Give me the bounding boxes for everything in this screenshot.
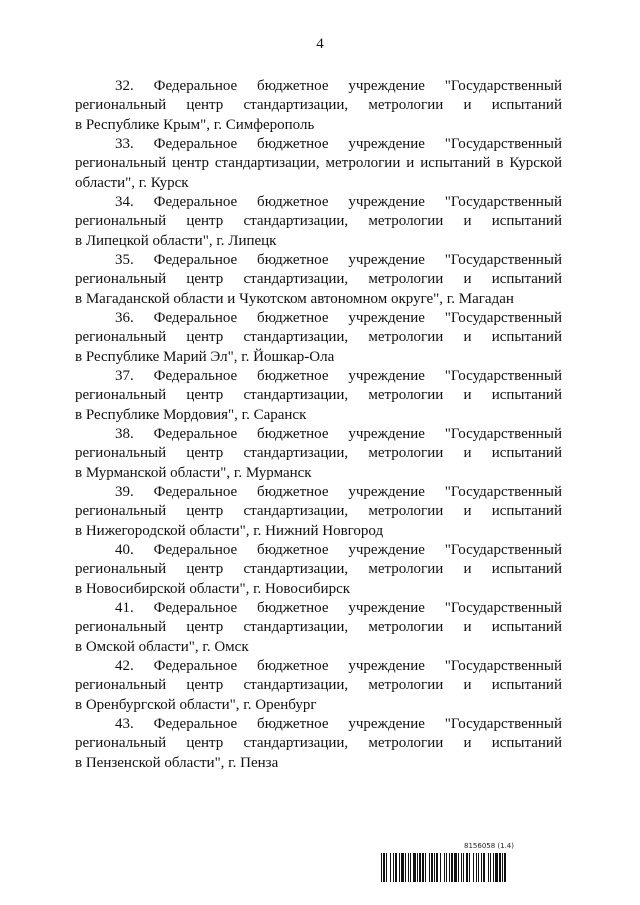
barcode-bar [490,853,491,882]
item-line: в Республике Крым", г. Симферополь [75,116,315,133]
item-line: 37. Федеральное бюджетное учреждение "Государственный [115,368,562,384]
list-item [75,193,562,251]
item-line: в Оренбургской области", г. Оренбург [75,696,317,713]
item-line: 40. Федеральное бюджетное учреждение "Государственный [115,542,562,558]
list-item [75,367,562,425]
list-item [75,251,562,309]
barcode-bar [446,853,447,882]
barcode-bar [504,853,506,882]
barcode-bar [383,853,385,882]
item-line: региональный центр стандартизации, метрологии и испытаний [75,213,562,230]
barcode-bar [444,853,445,882]
barcode-bar [417,853,418,882]
barcode-bar [454,853,457,882]
item-line: региональный центр стандартизации, метрологии и испытаний [75,329,562,346]
item-line: в Новосибирской области", г. Новосибирск [75,580,351,597]
barcode-bar [410,853,411,882]
barcode-bar [469,853,470,882]
barcode-bar [413,853,416,882]
item-line: региональный центр стандартизации, метрологии и испытаний [75,503,562,520]
institution-list [75,77,562,773]
barcode-bar [473,853,474,882]
item-line: в Республике Марий Эл", г. Йошкар-Ола [75,348,335,365]
barcode-bar [502,853,503,882]
item-line: 32. Федеральное бюджетное учреждение "Государственный [115,78,562,94]
barcode-bar [440,853,441,882]
list-item [75,309,562,367]
item-line: 41. Федеральное бюджетное учреждение "Государственный [115,600,562,616]
barcode-bar [405,853,406,882]
barcode-bar [422,853,424,882]
barcode-caption: 8156058 (1.4) [464,842,514,850]
list-item [75,483,562,541]
barcode-bar [449,853,450,882]
item-line: в Магаданской области и Чукотском автономном округе", г. Магадан [75,290,514,307]
item-line: в Омской области", г. Омск [75,638,249,655]
barcode-bar [495,853,498,882]
item-line: 38. Федеральное бюджетное учреждение "Государственный [115,426,562,442]
barcode-bar [478,853,479,882]
list-item [75,657,562,715]
list-item [75,715,562,773]
item-line: в Нижегородской области", г. Нижний Новгород [75,522,384,539]
list-item [75,77,562,135]
barcode-bar [483,853,485,882]
barcode-bar [466,853,468,882]
barcode-bar [381,853,382,882]
item-line: региональный центр стандартизации, метрологии и испытаний [75,619,562,636]
item-line: 33. Федеральное бюджетное учреждение "Государственный [115,136,562,152]
item-line: 42. Федеральное бюджетное учреждение "Государственный [115,658,562,674]
barcode-bar [488,853,489,882]
page-number: 4 [316,36,324,52]
list-item [75,135,562,193]
barcode-bar [461,853,462,882]
item-line: в Липецкой области", г. Липецк [75,232,277,249]
item-line: в Мурманской области", г. Мурманск [75,464,312,481]
item-line: региональный центр стандартизации, метрологии и испытаний [75,271,562,288]
barcode-bar [401,853,404,882]
barcode-bar [499,853,501,882]
barcode-bar [493,853,494,882]
barcode-bar [431,853,433,882]
item-line: области", г. Курск [75,174,189,191]
barcode-icon [381,853,565,882]
barcode-bar [408,853,409,882]
list-item [75,425,562,483]
barcode-bar [434,853,435,882]
item-line: в Пензенской области", г. Пенза [75,754,279,771]
barcode-bar [419,853,421,882]
item-line: 39. Федеральное бюджетное учреждение "Государственный [115,484,562,500]
barcode-bar [399,853,400,882]
item-line: в Республике Мордовия", г. Саранск [75,406,307,423]
list-item [75,541,562,599]
barcode-bar [458,853,459,882]
item-line: региональный центр стандартизации, метрологии и испытаний в Курской [75,155,562,172]
item-line: 43. Федеральное бюджетное учреждение "Государственный [115,716,562,732]
barcode-bar [463,853,464,882]
barcode-bar [429,853,430,882]
item-line: региональный центр стандартизации, метрологии и испытаний [75,445,562,462]
barcode-bar [393,853,394,882]
item-line: региональный центр стандартизации, метрологии и испытаний [75,677,562,694]
barcode-bar [386,853,387,882]
item-line: региональный центр стандартизации, метрологии и испытаний [75,735,562,752]
barcode-bar [476,853,477,882]
list-item [75,599,562,657]
item-line: 34. Федеральное бюджетное учреждение "Государственный [115,194,562,210]
barcode-bar [425,853,426,882]
document-barcode [381,842,565,884]
barcode-bar [390,853,391,882]
item-line: региональный центр стандартизации, метрологии и испытаний [75,97,562,114]
item-line: 35. Федеральное бюджетное учреждение "Государственный [115,252,562,268]
barcode-bar [395,853,397,882]
barcode-bar [481,853,482,882]
item-line: 36. Федеральное бюджетное учреждение "Государственный [115,310,562,326]
barcode-bar [451,853,453,882]
barcode-bar [436,853,438,882]
item-line: региональный центр стандартизации, метрологии и испытаний [75,561,562,578]
item-line: региональный центр стандартизации, метрологии и испытаний [75,387,562,404]
